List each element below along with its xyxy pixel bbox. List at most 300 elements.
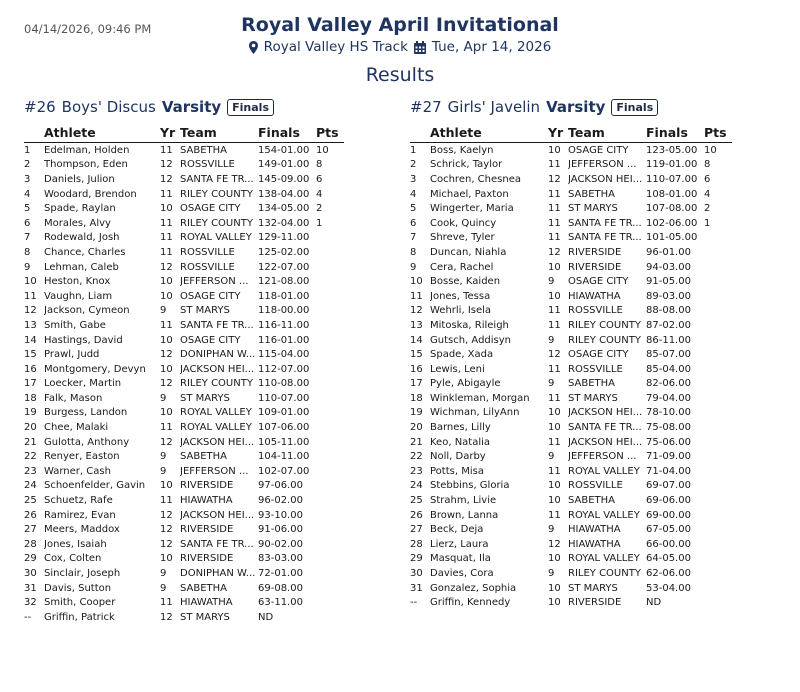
mark-cell: 154-01.00	[258, 144, 310, 156]
points-cell	[704, 566, 732, 581]
athlete-cell: Montgomery, Devyn	[44, 363, 146, 375]
mark-cell: 138-04.00	[258, 188, 310, 200]
place-cell: 16	[24, 363, 37, 375]
col-points: Pts	[704, 122, 732, 143]
points-cell	[704, 318, 732, 333]
points-cell	[704, 581, 732, 596]
year-cell: 12	[160, 261, 173, 273]
place-cell: 13	[24, 319, 37, 331]
athlete-cell: Warner, Cash	[44, 465, 111, 477]
table-row	[410, 493, 732, 508]
points-cell	[316, 435, 344, 450]
mark-cell: 75-06.00	[646, 436, 691, 448]
team-cell: RIVERSIDE	[568, 246, 622, 258]
table-row	[410, 406, 732, 421]
place-cell: --	[410, 597, 418, 609]
table-row	[410, 420, 732, 435]
points-cell	[316, 362, 344, 377]
table-row	[24, 143, 344, 158]
place-cell: 23	[24, 465, 37, 477]
place-cell: 26	[24, 509, 37, 521]
year-cell: 12	[160, 159, 173, 171]
meet-subtitle	[0, 39, 800, 55]
mark-cell: 69-08.00	[258, 582, 303, 594]
points-cell	[316, 318, 344, 333]
place-cell: 5	[410, 203, 417, 215]
table-row	[24, 201, 344, 216]
table-row	[24, 406, 344, 421]
event-number: #27	[410, 98, 442, 116]
team-cell: SANTA FE TR...	[180, 319, 254, 331]
mark-cell: 116-11.00	[258, 319, 310, 331]
year-cell: 10	[548, 407, 561, 419]
year-cell: 10	[548, 422, 561, 434]
place-cell: 15	[410, 349, 423, 361]
athlete-cell: Boss, Kaelyn	[430, 144, 494, 156]
mark-cell: 118-01.00	[258, 290, 310, 302]
points-cell	[316, 391, 344, 406]
mark-cell: ND	[258, 611, 274, 623]
year-cell: 11	[548, 436, 561, 448]
place-cell: 27	[410, 524, 423, 536]
place-cell: 32	[24, 597, 37, 609]
mark-cell: 109-01.00	[258, 407, 310, 419]
mark-cell: 108-01.00	[646, 188, 698, 200]
team-cell: JACKSON HEI...	[568, 173, 643, 185]
team-cell: HIAWATHA	[180, 495, 233, 507]
table-row	[410, 260, 732, 275]
points-cell: 1	[704, 217, 711, 229]
mark-cell: 85-04.00	[646, 363, 691, 375]
points-cell: 1	[316, 217, 323, 229]
col-points: Pts	[316, 122, 344, 143]
results-table	[410, 122, 732, 610]
mark-cell: 82-06.00	[646, 378, 691, 390]
event-boys-discus	[24, 96, 394, 625]
team-cell: RIVERSIDE	[180, 480, 234, 492]
place-cell: 22	[410, 451, 423, 463]
points-cell	[316, 333, 344, 348]
place-cell: 28	[410, 538, 423, 550]
points-cell	[316, 347, 344, 362]
points-cell	[316, 377, 344, 392]
table-row	[24, 347, 344, 362]
team-cell: HIAWATHA	[568, 290, 621, 302]
table-row	[24, 333, 344, 348]
table-row	[24, 522, 344, 537]
team-cell: ROYAL VALLEY	[568, 465, 640, 477]
points-cell: 6	[704, 173, 711, 185]
team-cell: ST MARYS	[180, 392, 230, 404]
athlete-cell: Heston, Knox	[44, 276, 111, 288]
year-cell: 11	[160, 422, 173, 434]
athlete-cell: Michael, Paxton	[430, 188, 509, 200]
mark-cell: 96-02.00	[258, 495, 303, 507]
mark-cell: 101-05.00	[646, 232, 698, 244]
mark-cell: 121-08.00	[258, 276, 310, 288]
points-cell	[704, 493, 732, 508]
mark-cell: 62-06.00	[646, 568, 691, 580]
year-cell: 10	[548, 582, 561, 594]
points-cell	[704, 347, 732, 362]
mark-cell: 149-01.00	[258, 159, 310, 171]
team-cell: DONIPHAN W...	[180, 349, 256, 361]
team-cell: RIVERSIDE	[180, 553, 234, 565]
athlete-cell: Lewis, Leni	[430, 363, 485, 375]
place-cell: 14	[24, 334, 37, 346]
place-cell: --	[24, 611, 32, 623]
mark-cell: 107-08.00	[646, 203, 698, 215]
points-cell	[704, 231, 732, 246]
place-cell: 20	[24, 422, 37, 434]
team-cell: SABETHA	[180, 582, 228, 594]
points-cell	[704, 420, 732, 435]
points-cell	[704, 289, 732, 304]
points-cell	[316, 406, 344, 421]
table-row	[410, 274, 732, 289]
team-cell: ROSSVILLE	[180, 159, 235, 171]
points-cell	[316, 304, 344, 319]
athlete-cell: Davies, Cora	[430, 568, 494, 580]
year-cell: 10	[160, 276, 173, 288]
team-cell: SANTA FE TR...	[180, 538, 254, 550]
place-cell: 3	[24, 173, 31, 185]
year-cell: 12	[160, 378, 173, 390]
team-cell: OSAGE CITY	[180, 203, 241, 215]
year-cell: 9	[548, 334, 555, 346]
mark-cell: 110-07.00	[258, 392, 310, 404]
points-cell: 8	[704, 159, 711, 171]
year-cell: 9	[548, 524, 555, 536]
team-cell: ROYAL VALLEY	[568, 509, 640, 521]
athlete-cell: Chee, Malaki	[44, 422, 109, 434]
athlete-cell: Rodewald, Josh	[44, 232, 120, 244]
athlete-cell: Prawl, Judd	[44, 349, 100, 361]
year-cell: 12	[160, 524, 173, 536]
team-cell: SABETHA	[568, 378, 616, 390]
mark-cell: 102-07.00	[258, 465, 310, 477]
place-cell: 14	[410, 334, 423, 346]
points-cell	[316, 595, 344, 610]
year-cell: 11	[548, 509, 561, 521]
athlete-cell: Stebbins, Gloria	[430, 480, 510, 492]
table-row	[410, 595, 732, 610]
place-cell: 31	[24, 582, 37, 594]
place-cell: 23	[410, 465, 423, 477]
table-row	[410, 333, 732, 348]
place-cell: 24	[410, 480, 423, 492]
team-cell: JEFFERSON ...	[180, 465, 249, 477]
place-cell: 6	[410, 217, 417, 229]
points-cell: 4	[316, 188, 323, 200]
mark-cell: 118-00.00	[258, 305, 310, 317]
points-cell	[704, 362, 732, 377]
place-cell: 10	[410, 276, 423, 288]
points-cell	[704, 304, 732, 319]
points-cell	[704, 449, 732, 464]
table-row	[410, 377, 732, 392]
mark-cell: 94-03.00	[646, 261, 691, 273]
athlete-cell: Vaughn, Liam	[44, 290, 113, 302]
team-cell: JACKSON HEI...	[568, 436, 643, 448]
place-cell: 18	[410, 392, 423, 404]
table-row	[410, 231, 732, 246]
points-cell	[704, 479, 732, 494]
place-cell: 4	[24, 188, 31, 200]
year-cell: 9	[548, 378, 555, 390]
mark-cell: ND	[646, 597, 662, 609]
place-cell: 30	[24, 568, 37, 580]
athlete-cell: Lehman, Caleb	[44, 261, 119, 273]
athlete-cell: Bosse, Kaiden	[430, 276, 501, 288]
mark-cell: 86-11.00	[646, 334, 691, 346]
table-header-row	[24, 122, 344, 143]
event-name: Girls' Javelin	[447, 98, 541, 116]
year-cell: 11	[160, 188, 173, 200]
col-team: Team	[180, 122, 258, 143]
col-mark: Finals	[258, 122, 316, 143]
year-cell: 11	[160, 217, 173, 229]
year-cell: 9	[160, 392, 167, 404]
year-cell: 12	[548, 349, 561, 361]
points-cell	[316, 245, 344, 260]
table-row	[410, 552, 732, 567]
team-cell: ROSSVILLE	[568, 480, 623, 492]
place-cell: 11	[410, 290, 423, 302]
place-cell: 2	[410, 159, 417, 171]
calendar-icon	[414, 41, 426, 54]
points-cell	[704, 274, 732, 289]
year-cell: 11	[160, 597, 173, 609]
mark-cell: 102-06.00	[646, 217, 698, 229]
points-cell	[704, 508, 732, 523]
year-cell: 12	[160, 173, 173, 185]
points-cell: 10	[704, 144, 717, 156]
mark-cell: 129-11.00	[258, 232, 310, 244]
year-cell: 11	[548, 188, 561, 200]
place-cell: 19	[24, 407, 37, 419]
year-cell: 10	[160, 290, 173, 302]
table-row	[410, 289, 732, 304]
athlete-cell: Noll, Darby	[430, 451, 486, 463]
athlete-cell: Spade, Raylan	[44, 203, 116, 215]
year-cell: 11	[160, 144, 173, 156]
athlete-cell: Strahm, Livie	[430, 495, 497, 507]
table-row	[24, 391, 344, 406]
place-cell: 8	[410, 246, 417, 258]
year-cell: 11	[160, 495, 173, 507]
team-cell: OSAGE CITY	[180, 290, 241, 302]
mark-cell: 134-05.00	[258, 203, 310, 215]
table-row	[24, 231, 344, 246]
place-cell: 17	[24, 378, 37, 390]
year-cell: 11	[548, 465, 561, 477]
athlete-cell: Griffin, Kennedy	[430, 597, 511, 609]
results-body	[410, 143, 732, 611]
col-athlete: Athlete	[44, 122, 160, 143]
table-row	[410, 537, 732, 552]
place-cell: 11	[24, 290, 37, 302]
mark-cell: 107-06.00	[258, 422, 310, 434]
mark-cell: 67-05.00	[646, 524, 691, 536]
athlete-cell: Chance, Charles	[44, 246, 126, 258]
table-row	[410, 158, 732, 173]
place-cell: 19	[410, 407, 423, 419]
athlete-cell: Spade, Xada	[430, 349, 494, 361]
mark-cell: 110-08.00	[258, 378, 310, 390]
team-cell: ROYAL VALLEY	[568, 553, 640, 565]
athlete-cell: Edelman, Holden	[44, 144, 130, 156]
team-cell: SANTA FE TR...	[568, 232, 642, 244]
points-cell: 4	[704, 188, 711, 200]
year-cell: 12	[160, 349, 173, 361]
place-cell: 29	[410, 553, 423, 565]
table-row	[24, 552, 344, 567]
place-cell: 27	[24, 524, 37, 536]
col-place	[410, 122, 430, 143]
team-cell: SABETHA	[568, 188, 616, 200]
table-row	[410, 304, 732, 319]
points-cell	[316, 552, 344, 567]
year-cell: 12	[160, 509, 173, 521]
year-cell: 9	[548, 568, 555, 580]
results-table	[24, 122, 344, 625]
place-cell: 25	[24, 495, 37, 507]
points-cell	[704, 522, 732, 537]
team-cell: SANTA FE TR...	[180, 173, 254, 185]
place-cell: 2	[24, 159, 31, 171]
year-cell: 10	[548, 480, 561, 492]
place-cell: 26	[410, 509, 423, 521]
team-cell: ROYAL VALLEY	[180, 232, 252, 244]
points-cell	[704, 406, 732, 421]
mark-cell: 112-07.00	[258, 363, 310, 375]
athlete-cell: Davis, Sutton	[44, 582, 112, 594]
mark-cell: 105-11.00	[258, 436, 310, 448]
team-cell: DONIPHAN W...	[180, 568, 256, 580]
points-cell	[704, 435, 732, 450]
points-cell	[704, 391, 732, 406]
team-cell: OSAGE CITY	[568, 276, 629, 288]
table-row	[410, 566, 732, 581]
col-place	[24, 122, 44, 143]
points-cell	[316, 464, 344, 479]
athlete-cell: Barnes, Lilly	[430, 422, 491, 434]
place-cell: 8	[24, 246, 31, 258]
table-row	[24, 172, 344, 187]
mark-cell: 145-09.00	[258, 173, 310, 185]
year-cell: 12	[160, 611, 173, 623]
athlete-cell: Schuetz, Rafe	[44, 495, 113, 507]
year-cell: 9	[548, 451, 555, 463]
team-cell: ROSSVILLE	[180, 246, 235, 258]
round-badge: Finals	[611, 99, 658, 116]
place-cell: 18	[24, 392, 37, 404]
team-cell: OSAGE CITY	[180, 334, 241, 346]
team-cell: ST MARYS	[180, 305, 230, 317]
mark-cell: 63-11.00	[258, 597, 303, 609]
table-row	[410, 201, 732, 216]
points-cell	[704, 595, 732, 610]
athlete-cell: Mitoska, Rileigh	[430, 319, 509, 331]
table-row	[24, 508, 344, 523]
points-cell: 8	[316, 159, 323, 171]
table-row	[410, 464, 732, 479]
place-cell: 13	[410, 319, 423, 331]
athlete-cell: Brown, Lanna	[430, 509, 499, 521]
mark-cell: 96-01.00	[646, 246, 691, 258]
mark-cell: 72-01.00	[258, 568, 303, 580]
table-row	[410, 318, 732, 333]
points-cell	[316, 581, 344, 596]
year-cell: 9	[548, 276, 555, 288]
print-timestamp: 04/14/2026, 09:46 PM	[24, 22, 152, 36]
table-row	[24, 318, 344, 333]
athlete-cell: Wichman, LilyAnn	[430, 407, 520, 419]
table-row	[24, 274, 344, 289]
points-cell	[704, 333, 732, 348]
mark-cell: 64-05.00	[646, 553, 691, 565]
place-cell: 21	[410, 436, 423, 448]
year-cell: 9	[160, 451, 167, 463]
place-cell: 15	[24, 349, 37, 361]
mark-cell: 69-06.00	[646, 495, 691, 507]
results-heading: Results	[365, 64, 435, 86]
team-cell: JACKSON HEI...	[180, 509, 255, 521]
year-cell: 10	[548, 290, 561, 302]
athlete-cell: Meers, Maddox	[44, 524, 120, 536]
place-cell: 10	[24, 276, 37, 288]
event-division: Varsity	[161, 98, 222, 116]
table-row	[410, 508, 732, 523]
table-header-row	[410, 122, 732, 143]
team-cell: RILEY COUNTY	[568, 568, 641, 580]
map-pin-icon	[249, 41, 258, 54]
athlete-cell: Winkleman, Morgan	[430, 392, 530, 404]
year-cell: 10	[548, 261, 561, 273]
team-cell: HIAWATHA	[568, 524, 621, 536]
athlete-cell: Hastings, David	[44, 334, 123, 346]
mark-cell: 110-07.00	[646, 173, 698, 185]
place-cell: 1	[24, 144, 31, 156]
table-row	[24, 449, 344, 464]
year-cell: 9	[160, 305, 167, 317]
athlete-cell: Schoenfelder, Gavin	[44, 480, 146, 492]
team-cell: JEFFERSON ...	[568, 451, 637, 463]
year-cell: 10	[160, 480, 173, 492]
points-cell: 6	[316, 173, 323, 185]
place-cell: 6	[24, 217, 31, 229]
place-cell: 7	[24, 232, 31, 244]
event-girls-javelin	[410, 96, 782, 610]
table-row	[410, 362, 732, 377]
team-cell: SABETHA	[568, 495, 616, 507]
year-cell: 12	[548, 538, 561, 550]
table-row	[24, 377, 344, 392]
mark-cell: 88-08.00	[646, 305, 691, 317]
table-row	[410, 449, 732, 464]
points-cell	[316, 260, 344, 275]
place-cell: 9	[24, 261, 31, 273]
team-cell: ROYAL VALLEY	[180, 407, 252, 419]
team-cell: RILEY COUNTY	[180, 378, 253, 390]
athlete-cell: Jackson, Cymeon	[44, 305, 130, 317]
points-cell: 2	[704, 203, 711, 215]
col-year: Yr	[548, 122, 568, 143]
team-cell: RIVERSIDE	[568, 597, 622, 609]
table-row	[24, 245, 344, 260]
year-cell: 12	[160, 436, 173, 448]
